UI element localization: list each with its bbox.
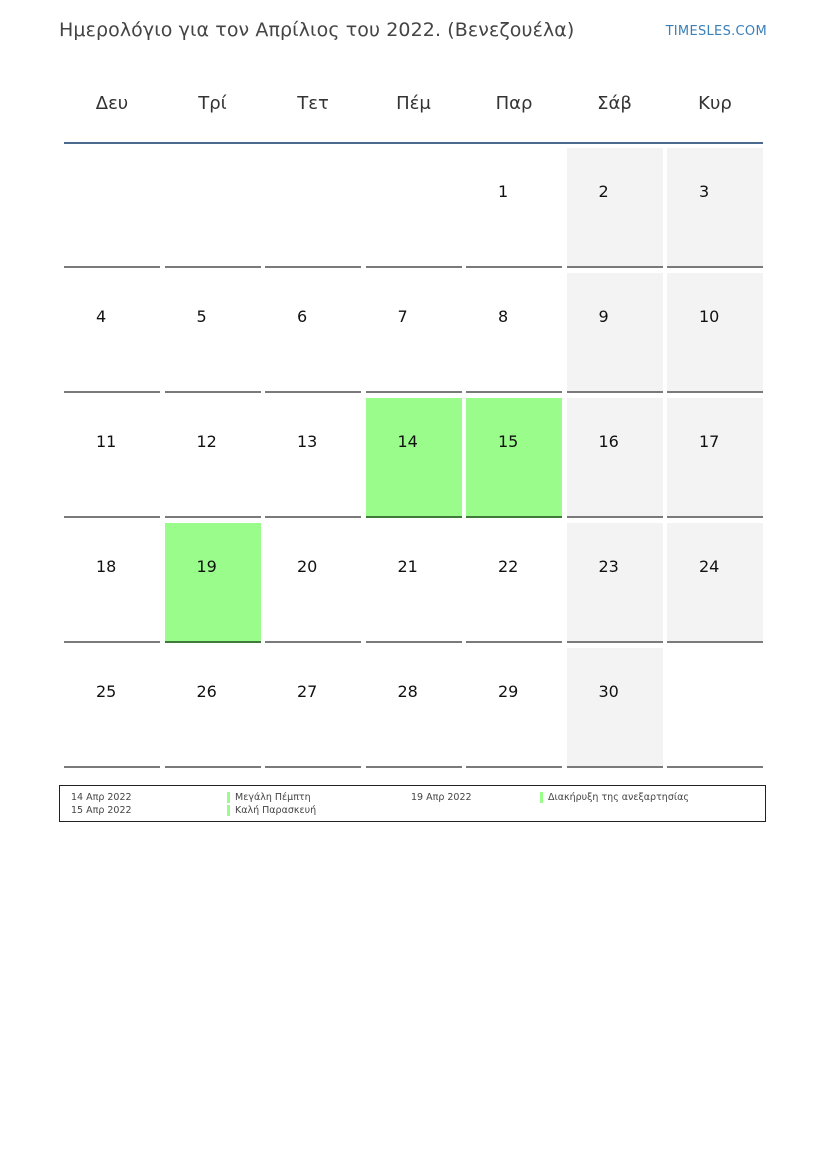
calendar-grid [64,148,764,773]
holiday-day-cell[interactable] [366,398,462,518]
header-divider [64,142,763,144]
weekday-label: Τετ [297,93,329,114]
day-number: 12 [196,432,217,451]
weekday-label: Σάβ [597,93,632,114]
empty-day-cell [265,148,361,268]
day-cell[interactable] [466,648,562,768]
page-title: Ημερολόγιο για τον Απρίλιος του 2022. (Βενεζουέλα) [59,19,575,41]
legend-color-mark [227,792,230,803]
legend-holiday-name: Διακήρυξη της ανεξαρτησίας [548,792,689,803]
weekday-label: Πέμ [396,93,431,114]
day-number: 26 [196,682,217,701]
day-number: 3 [699,182,710,201]
empty-day-cell [667,648,763,768]
day-cell[interactable] [466,523,562,643]
legend-color-mark [227,805,230,816]
day-number: 5 [196,307,207,326]
day-number: 11 [96,432,117,451]
empty-day-cell [64,148,160,268]
holiday-day-cell[interactable] [165,523,261,643]
legend-holiday-name: Μεγάλη Πέμπτη [235,792,311,803]
day-cell[interactable] [64,273,160,393]
day-number: 28 [397,682,418,701]
day-cell[interactable] [64,523,160,643]
day-number: 10 [699,307,720,326]
day-cell[interactable] [667,398,763,518]
day-cell[interactable] [265,398,361,518]
day-number: 8 [498,307,509,326]
day-cell[interactable] [567,523,663,643]
empty-day-cell [366,148,462,268]
day-cell[interactable] [64,648,160,768]
day-number: 30 [598,682,619,701]
day-cell[interactable] [265,648,361,768]
day-number: 27 [297,682,318,701]
holiday-legend [59,785,766,822]
day-number: 14 [397,432,418,451]
day-number: 2 [598,182,609,201]
day-cell[interactable] [667,273,763,393]
day-number: 15 [498,432,519,451]
legend-color-mark [540,792,543,803]
brand-link[interactable]: TIMESLES.COM [665,24,767,39]
day-number: 17 [699,432,720,451]
day-cell[interactable] [567,148,663,268]
day-cell[interactable] [165,273,261,393]
day-cell[interactable] [265,273,361,393]
day-number: 23 [598,557,619,576]
legend-holiday-name: Καλή Παρασκευή [235,805,317,816]
day-cell[interactable] [567,648,663,768]
weekday-label: Κυρ [698,93,732,114]
holiday-day-cell[interactable] [466,398,562,518]
day-number: 1 [498,182,509,201]
legend-date: 14 Απρ 2022 [71,792,132,803]
day-number: 21 [397,557,418,576]
day-cell[interactable] [165,648,261,768]
day-number: 18 [96,557,117,576]
day-number: 16 [598,432,619,451]
day-cell[interactable] [366,523,462,643]
weekday-label: Δευ [95,93,129,114]
day-cell[interactable] [64,398,160,518]
day-cell[interactable] [567,273,663,393]
day-number: 20 [297,557,318,576]
day-cell[interactable] [366,648,462,768]
day-number: 4 [96,307,107,326]
weekday-header [64,72,763,142]
legend-date: 15 Απρ 2022 [71,805,132,816]
day-number: 7 [397,307,408,326]
day-number: 19 [196,557,217,576]
day-cell[interactable] [667,523,763,643]
day-cell[interactable] [165,398,261,518]
empty-day-cell [165,148,261,268]
day-number: 29 [498,682,519,701]
day-cell[interactable] [567,398,663,518]
day-cell[interactable] [466,273,562,393]
day-number: 9 [598,307,609,326]
day-number: 24 [699,557,720,576]
weekday-label: Παρ [495,93,533,114]
day-number: 6 [297,307,308,326]
weekday-label: Τρί [198,93,227,114]
day-number: 25 [96,682,117,701]
day-cell[interactable] [466,148,562,268]
legend-date: 19 Απρ 2022 [411,792,472,803]
day-cell[interactable] [366,273,462,393]
day-cell[interactable] [265,523,361,643]
day-cell[interactable] [667,148,763,268]
day-number: 22 [498,557,519,576]
day-number: 13 [297,432,318,451]
